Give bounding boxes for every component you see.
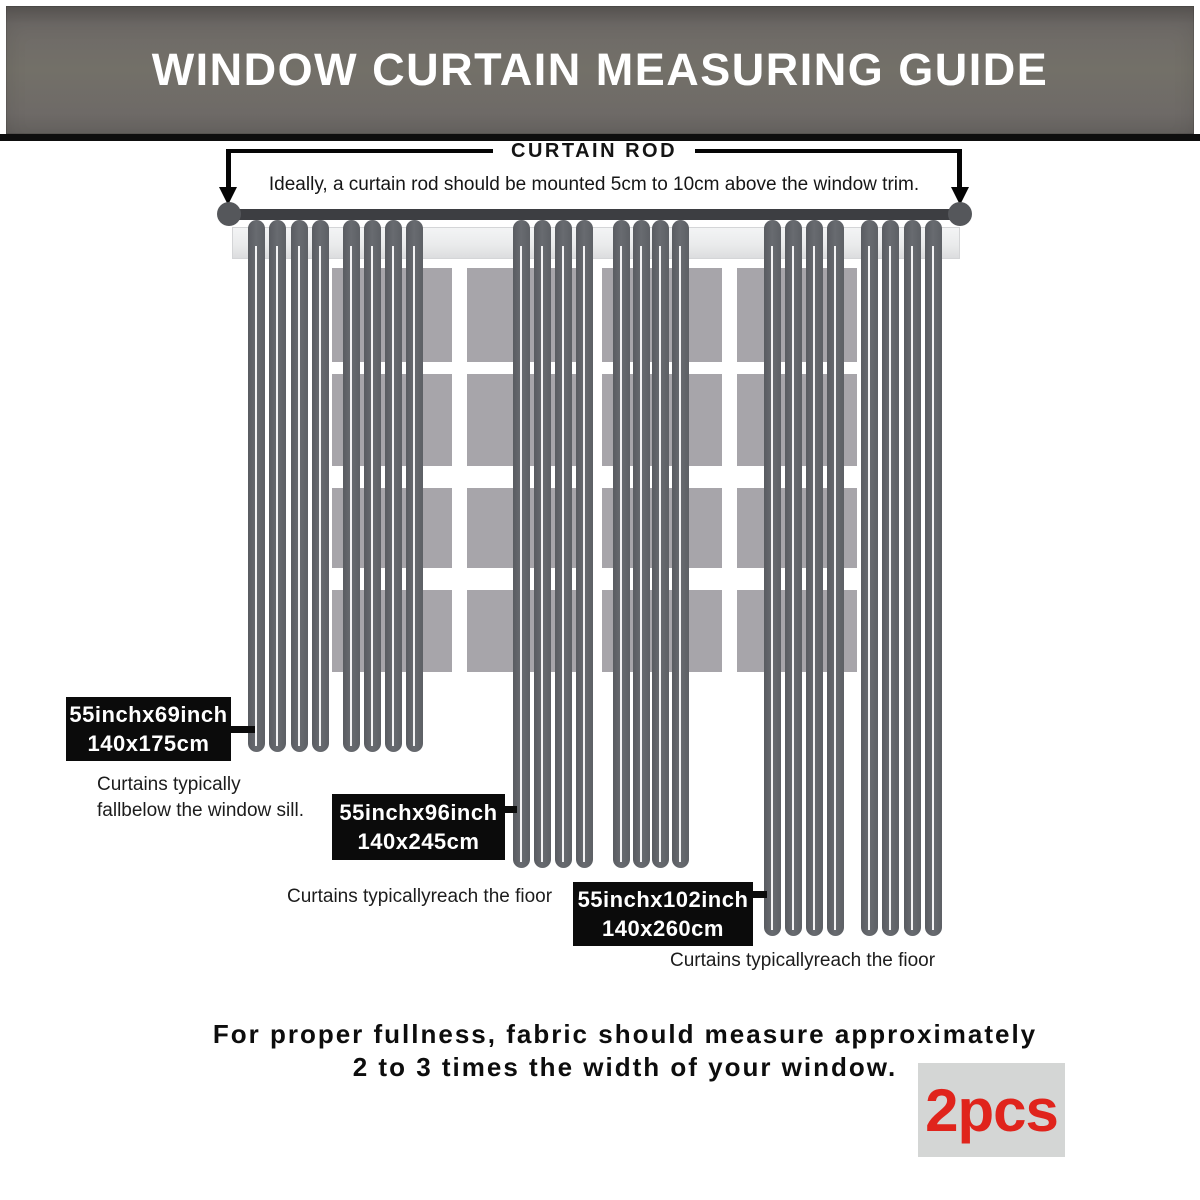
curtain-fold <box>343 220 360 752</box>
curtain-fold <box>827 220 844 936</box>
quantity-badge-text: 2pcs <box>925 1076 1058 1144</box>
fullness-note-line1: For proper fullness, fabric should measure approximately <box>212 1019 1038 1049</box>
curtain-fold <box>513 220 530 868</box>
size-value-inches: 55inchx102inch <box>577 887 749 912</box>
caption-line: fallbelow the window sill. <box>97 800 304 821</box>
curtain-fold <box>925 220 942 936</box>
bracket-line <box>226 138 962 164</box>
curtain-fold <box>555 220 572 868</box>
window-valance <box>232 227 960 259</box>
page-title: WINDOW CURTAIN MEASURING GUIDE <box>151 44 1049 95</box>
curtain-fold <box>764 220 781 936</box>
curtain-fold <box>248 220 265 752</box>
curtain-panel-69in-right <box>343 220 423 752</box>
curtain-fold <box>633 220 650 868</box>
curtain-panel-69in-left <box>248 220 329 752</box>
rod-finial-right-icon <box>948 202 972 226</box>
size-value-cm: 140x175cm <box>87 731 210 756</box>
caption-reach-floor-mid: Curtains typicallyreach the fioor <box>287 886 553 907</box>
size-label-102in <box>573 882 753 946</box>
curtain-panel-102in-right <box>861 220 942 936</box>
curtain-panel-102in-left <box>764 220 844 936</box>
curtain-fold <box>385 220 402 752</box>
caption-below-sill <box>97 772 304 824</box>
curtain-fold <box>291 220 308 752</box>
curtain-fold <box>576 220 593 868</box>
bracket-line-left <box>226 149 493 153</box>
curtain-fold <box>269 220 286 752</box>
size-value-inches: 55inchx96inch <box>339 800 498 825</box>
curtain-fold <box>861 220 878 936</box>
curtain-fold <box>672 220 689 868</box>
label-connector <box>229 726 255 733</box>
rod-finial-left-icon <box>217 202 241 226</box>
size-value-cm: 140x245cm <box>357 829 480 854</box>
label-connector <box>751 891 767 898</box>
bracket-arm-right <box>957 149 962 189</box>
banner <box>6 6 1194 134</box>
caption-line: Curtains typically <box>97 774 241 795</box>
curtain-rod-label: CURTAIN ROD <box>511 139 678 162</box>
size-label-96in <box>332 794 505 860</box>
curtain-fold <box>785 220 802 936</box>
curtain-fold <box>652 220 669 868</box>
curtain-fold <box>312 220 329 752</box>
curtain-fold <box>534 220 551 868</box>
label-connector <box>503 806 517 813</box>
curtain-fold <box>882 220 899 936</box>
curtain-fold <box>406 220 423 752</box>
quantity-badge <box>918 1063 1065 1157</box>
fullness-note-line2: 2 to 3 times the width of your window. <box>352 1052 898 1082</box>
curtain-panel-96in-left <box>513 220 593 868</box>
curtain-fold <box>364 220 381 752</box>
curtain-panel-96in-right <box>613 220 689 868</box>
bracket-line-right <box>695 149 962 153</box>
curtain-rod <box>220 209 968 220</box>
size-label-69in <box>66 697 231 761</box>
curtain-fold <box>613 220 630 868</box>
rod-mounting-note: Ideally, a curtain rod should be mounted 5cm to 10cm above the window trim. <box>268 174 920 195</box>
curtain-rod-callout <box>226 138 962 208</box>
size-value-cm: 140x260cm <box>602 916 724 941</box>
size-value-inches: 55inchx69inch <box>69 702 228 727</box>
curtain-fold <box>904 220 921 936</box>
curtain-fold <box>806 220 823 936</box>
caption-reach-floor-right: Curtains typicallyreach the fioor <box>670 950 936 971</box>
bracket-arm-left <box>226 149 231 189</box>
